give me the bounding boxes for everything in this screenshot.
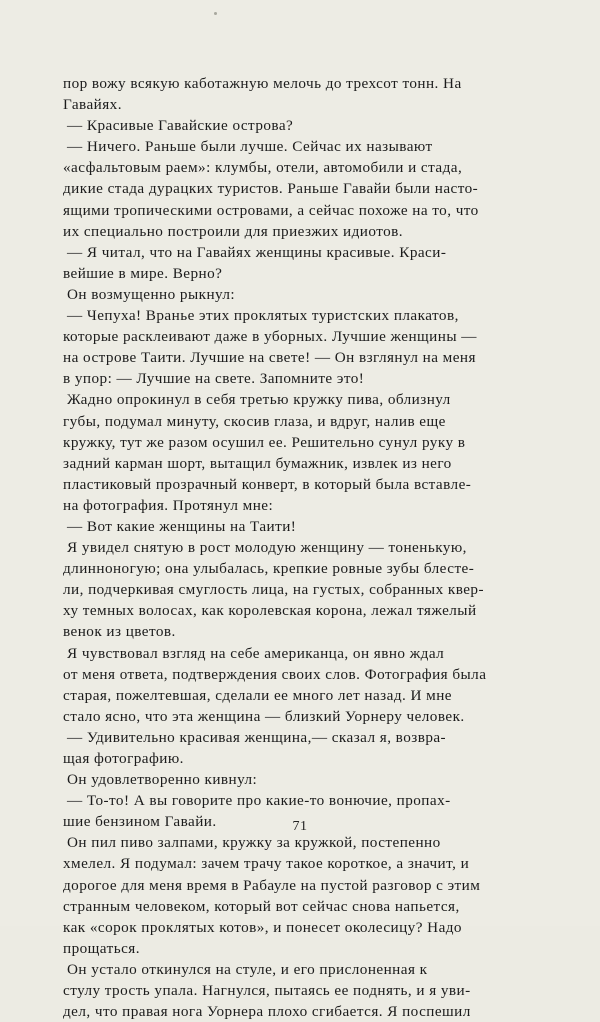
text-line: губы, подумал минуту, скосив глаза, и вдруг, налив еще	[63, 412, 446, 430]
text-line: Он устало откинулся на стуле, и его прислоненная к	[67, 960, 428, 978]
text-line: Он возмущенно рыкнул:	[67, 285, 236, 303]
text-line: венок из цветов.	[63, 623, 176, 641]
text-line: прощаться.	[63, 939, 140, 957]
text-line: как «сорок проклятых котов», и понесет околесицу? Надо	[63, 918, 462, 936]
text-line: длинноногую; она улыбалась, крепкие ровные зубы блесте-	[63, 560, 475, 578]
text-line: задний карман шорт, вытащил бумажник, извлек из него	[63, 454, 452, 472]
text-line: Жадно опрокинул в себя третью кружку пива, облизнул	[67, 391, 451, 409]
text-line: — Удивительно красивая женщина,— сказал я, возвра-	[67, 728, 447, 746]
text-line: на фотография. Протянул мне:	[63, 496, 274, 514]
text-line: стулу трость упала. Нагнулся, пытаясь ее поднять, и я уви-	[63, 982, 471, 1000]
paper-speck	[214, 12, 217, 15]
page-number: 71	[292, 819, 308, 834]
text-line: — Вот какие женщины на Таити!	[67, 517, 297, 535]
text-line: дикие стада дурацких туристов. Раньше Гавайи были насто-	[63, 180, 479, 198]
text-line: — Я читал, что на Гавайях женщины красивые. Краси-	[67, 243, 447, 261]
text-line: — Красивые Гавайские острова?	[67, 117, 294, 135]
text-line: от меня ответа, подтверждения своих слов. Фотография была	[63, 665, 487, 683]
text-line: — Чепуха! Вранье этих проклятых туристских плакатов,	[67, 307, 459, 325]
text-line: пластиковый прозрачный конверт, в который была вставле-	[63, 475, 472, 493]
text-line: ху темных волосах, как королевская корона, лежал тяжелый	[63, 602, 477, 620]
text-line: шие бензином Гавайи.	[63, 813, 217, 831]
text-line: «асфальтовым раем»: клумбы, отели, автомобили и стада,	[63, 159, 463, 177]
text-line: на острове Таити. Лучшие на свете! — Он взглянул на меня	[63, 349, 476, 367]
text-line: ящими тропическими островами, а сейчас похоже на то, что	[63, 201, 479, 219]
text-line: Я чувствовал взгляд на себе американца, он явно ждал	[67, 644, 445, 662]
text-line: дорогое для меня время в Рабауле на пустой разговор с этим	[63, 876, 481, 894]
text-line: старая, пожелтевшая, сделали ее много лет назад. И мне	[63, 686, 452, 704]
text-line: которые расклеивают даже в уборных. Лучшие женщины —	[63, 328, 477, 346]
text-line: кружку, тут же разом осушил ее. Решительно сунул руку в	[63, 433, 466, 451]
page-text	[63, 73, 518, 1022]
text-line: в упор: — Лучшие на свете. Запомните это!	[63, 370, 365, 388]
text-line: странным человеком, который вот сейчас снова напьется,	[63, 897, 460, 915]
text-line: Он пил пиво залпами, кружку за кружкой, постепенно	[67, 834, 441, 852]
text-line: вейшие в мире. Верно?	[63, 264, 223, 282]
text-line: их специально построили для приезжих идиотов.	[63, 222, 403, 240]
text-line: хмелел. Я подумал: зачем трачу такое короткое, а значит, и	[63, 855, 470, 873]
text-line: Я увидел снятую в рост молодую женщину — тоненькую,	[67, 539, 467, 557]
text-line: — Ничего. Раньше были лучше. Сейчас их называют	[67, 138, 433, 156]
text-line: Он удовлетворенно кивнул:	[67, 771, 258, 789]
text-line: стало ясно, что эта женщина — близкий Уорнеру человек.	[63, 707, 465, 725]
text-line: Гавайях.	[63, 96, 122, 114]
text-line: дел, что правая нога Уорнера плохо сгибается. Я поспешил	[63, 1003, 471, 1021]
text-line: щая фотографию.	[63, 750, 184, 767]
text-line: ли, подчеркивая смуглость лица, на густых, собранных квер-	[63, 581, 484, 599]
text-line: пор вожу всякую каботажную мелочь до трехсот тонн. На	[63, 75, 462, 92]
text-line: — То-то! А вы говорите про какие-то вонючие, пропах-	[67, 792, 451, 810]
